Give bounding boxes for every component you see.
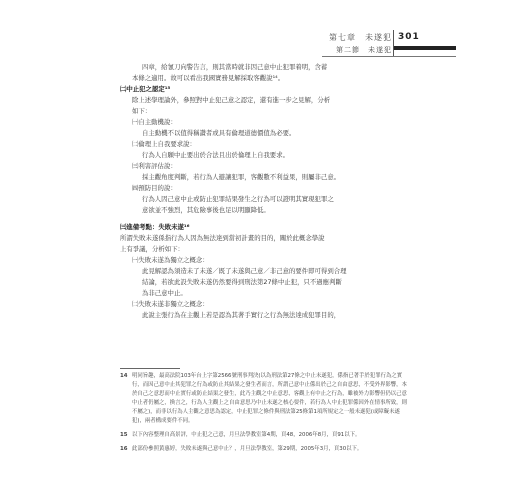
section-heading: ㈢進備考點：失敗未遂¹⁶ [120,223,190,231]
running-header [0,28,520,62]
text-line: 行為人自願中止要出於合法且出於倫理上自我要求。 [142,151,289,159]
main-text [120,62,390,321]
header-divider [393,30,394,56]
footnote [120,445,410,454]
text-line: ㈡倫理上自我要求說： [132,140,196,148]
page-number: 301 [398,32,420,42]
text-line: ㈣預防目的說： [132,184,177,192]
text-line: 上有爭議，分析如下： [120,245,184,253]
text-line: ㈢利害評估說： [132,162,177,170]
text-line: ㈡失敗未遂非獨立之概念： [132,300,209,308]
text-line: 所謂失敗未遂係指行為人因為無法達到當初計畫的目的，關於此概念學說 [120,234,325,242]
page-number-bar [394,46,456,50]
section-heading: ㈡中止犯之認定¹⁵ [120,85,171,93]
text-line: 意欲並不強烈，其危險事後也足以明顯降低。 [142,206,270,214]
chapter-title: 第七章 未遂犯 [329,33,392,42]
footnote-number: 16 [120,446,128,452]
footnote-number: 15 [120,432,128,438]
text-line: 為非己意中止。 [142,289,187,297]
text-line: 如下： [132,107,152,115]
text-line: 自主動機不以值得稱讚者或具有倫理道德價值為必要。 [142,129,296,137]
footnote-rule [120,368,180,369]
footnote-text: 明同旨趣，最高法院103年台上字第2566號刑事判決(以為刑法第27條之中止未遂犯，係指已著手於犯罪行為之實行，而因己意中止其犯罪之行為或防止其結果之發生者而言，所謂己意中止係出於己之自由意思，不受外界影響，本於自己之意思而中止實行或防止結果之發生，此乃主觀之中止意思，客觀上有中止之行為，雖被外力影響但仍以己意中止者仍屬之，換言之，行為人主觀上之自由意思乃中止未遂之核心要件，若行為人中止犯罪係因外在情事所致，則不屬之)，而非以行為人主觀之意思為認定，中止犯罪之條件與刑法第25條第1項所規定之一般未遂犯(或障礙未遂犯)，兩者構成要件不同。 [132,373,407,424]
footnote-text: 此部份參照黃惠婷，失敗未遂與己意中止？，月旦法學教室，第29期，2005年3月，頁30以下。 [132,446,363,452]
footnote [120,431,410,440]
footnote-text: 以下內容整理自高景評，中止犯之己意，月旦法學教室第4期，頁48，2006年8月，頁91以下。 [132,432,361,438]
text-line: 此見解認為須造未了未遂／既了未遂與己意／非己意的要件即可得到合理 [142,267,347,275]
text-line: 四章，給氰刀向警告言，則其當時就非因己意中止犯罪着明，含蓄 [142,63,328,71]
footnotes [120,372,410,459]
text-line: 本條之適用。故可以看出我國實務見解採取客觀說¹⁴。 [132,74,285,82]
footnote [120,372,410,426]
text-line: ㈠自主動機說： [132,118,177,126]
text-line: 除上述學理論外，參照對中止犯己意之認定，還有進一步之見解，分析 [132,96,331,104]
header-rule [322,56,456,57]
text-line: 行為人因己意中止或防止犯罪結果發生之行為可以證明其實現犯罪之 [142,195,334,203]
section-title: 第二節 未遂犯 [336,46,392,54]
text-line: 此說主張行為在主觀上若是認為其著手實行之行為無法達成犯罪目的， [142,311,341,319]
text-line: 採主觀角度判斷，若行為人避讓犯罪，客觀數不利益果，則屬非己意。 [142,173,341,181]
text-line: 結論，若欲此設失敗未遂仍然要得到刑法第27條中止犯，只不過應判斷 [142,278,342,286]
text-line: ㈠失敗未遂為獨立之概念： [132,256,209,264]
footnote-number: 14 [120,373,128,379]
